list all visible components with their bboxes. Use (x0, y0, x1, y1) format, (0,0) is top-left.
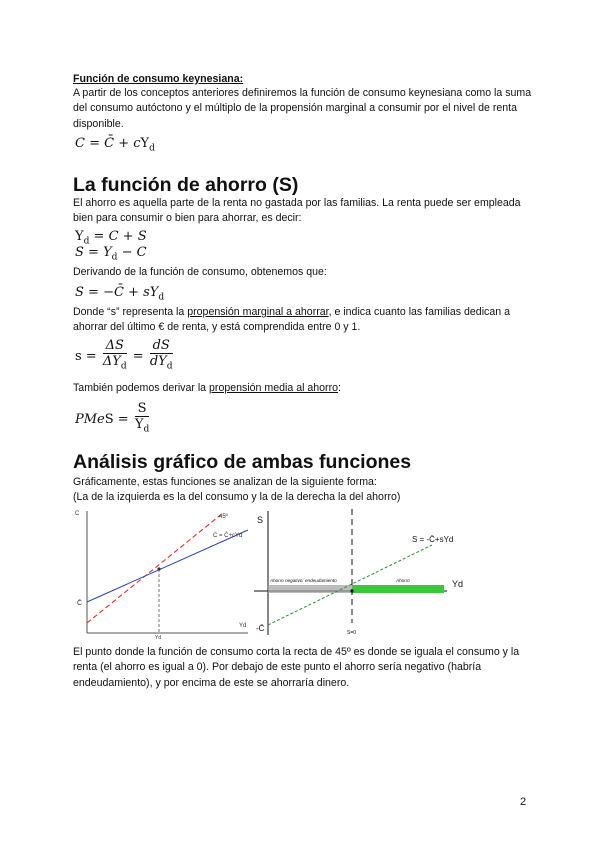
right-x-mark: S=0 (347, 630, 357, 636)
equilibrium-point (157, 567, 160, 570)
right-y-label: S (257, 515, 264, 525)
formula-marginal-saving: s = $\frac{\Delta S}{\Delta Y_d}$ = $\frac{dS}{dY_d}$ (75, 338, 173, 372)
consumption-line (87, 530, 248, 602)
zero-saving-point (350, 589, 353, 592)
derive-text: Derivando de la función de consumo, obtenemos que: (73, 266, 327, 278)
formula-income: $Y_d = C + S$ (75, 229, 147, 247)
link-propension-marginal[interactable]: propensión marginal a ahorrar (187, 306, 329, 318)
line-45-degrees (87, 513, 223, 623)
formula-consumption: C = C̄ + $cY_d$ (75, 136, 155, 154)
heading-ahorro: La función de ahorro (S) (73, 174, 299, 196)
left-x-mark: Yd (155, 635, 162, 641)
positive-band (352, 585, 444, 593)
positive-label: Ahorro (396, 578, 410, 583)
pmes-text: También podemos derivar la propensión media al ahorro: (73, 382, 341, 394)
page-number: 2 (520, 796, 527, 808)
saving-label: S = -C̄+sYd (412, 535, 454, 544)
section1-title: Función de consumo keynesiana: (73, 73, 244, 85)
analisis-conclusion: El punto donde la función de consumo corta la recta de 45º es donde se iguala el consumo y la renta (el ahorro es igual a 0). Por debajo de este punto el ahorro sería negativo (habría endeudamiento), y por encima de este se ahorraría dinero. (73, 646, 520, 689)
left-intercept-label: C̄ (77, 600, 83, 607)
analisis-line1: Gráficamente, estas funciones se analizan de la siguiente forma: (73, 476, 377, 488)
consumption-chart (73, 505, 255, 645)
consumption-label: C = C̄+cYd (213, 533, 243, 539)
section1-text: A partir de los conceptos anteriores definiremos la función de consumo keynesiana como la suma del consumo autóctono y el múltiplo de la propensión marginal a consumir por el nivel de renta disponible. (73, 87, 532, 130)
analisis-line2: (La de la izquierda es la del consumo y la de la derecha la del ahorro) (73, 491, 401, 503)
link-propension-media[interactable]: propensión media al ahorro (209, 382, 339, 394)
saving-chart (252, 505, 470, 645)
left-x-label: Yd (239, 623, 247, 629)
left-y-label: C (75, 511, 80, 517)
ahorro-intro: El ahorro es aquella parte de la renta no gastada por las familias. La renta puede ser empleada bien para consumir o bien para ahorrar, es decir: (73, 197, 521, 225)
s-definition: Donde “s” representa la propensión marginal a ahorrar, e indica cuanto las familias dedican a ahorrar del último € de renta, y está comprendida entre 0 y 1. (73, 306, 510, 334)
formula-saving-identity: $S = Y_d - C$ (75, 245, 147, 263)
heading-analisis: Análisis gráfico de ambas funciones (73, 451, 412, 473)
formula-average-saving: PMeS = $\frac{S}{Y_d}$ (75, 401, 150, 435)
negative-label: Ahorro negativo: endeudamiento (270, 578, 337, 583)
negative-band (268, 585, 352, 593)
label-45: 45º (219, 514, 228, 520)
right-intercept-label: -C̄ (256, 624, 265, 633)
formula-saving: S = −C̄ + $sY_d$ (75, 285, 165, 303)
right-x-label: Yd (452, 579, 464, 589)
